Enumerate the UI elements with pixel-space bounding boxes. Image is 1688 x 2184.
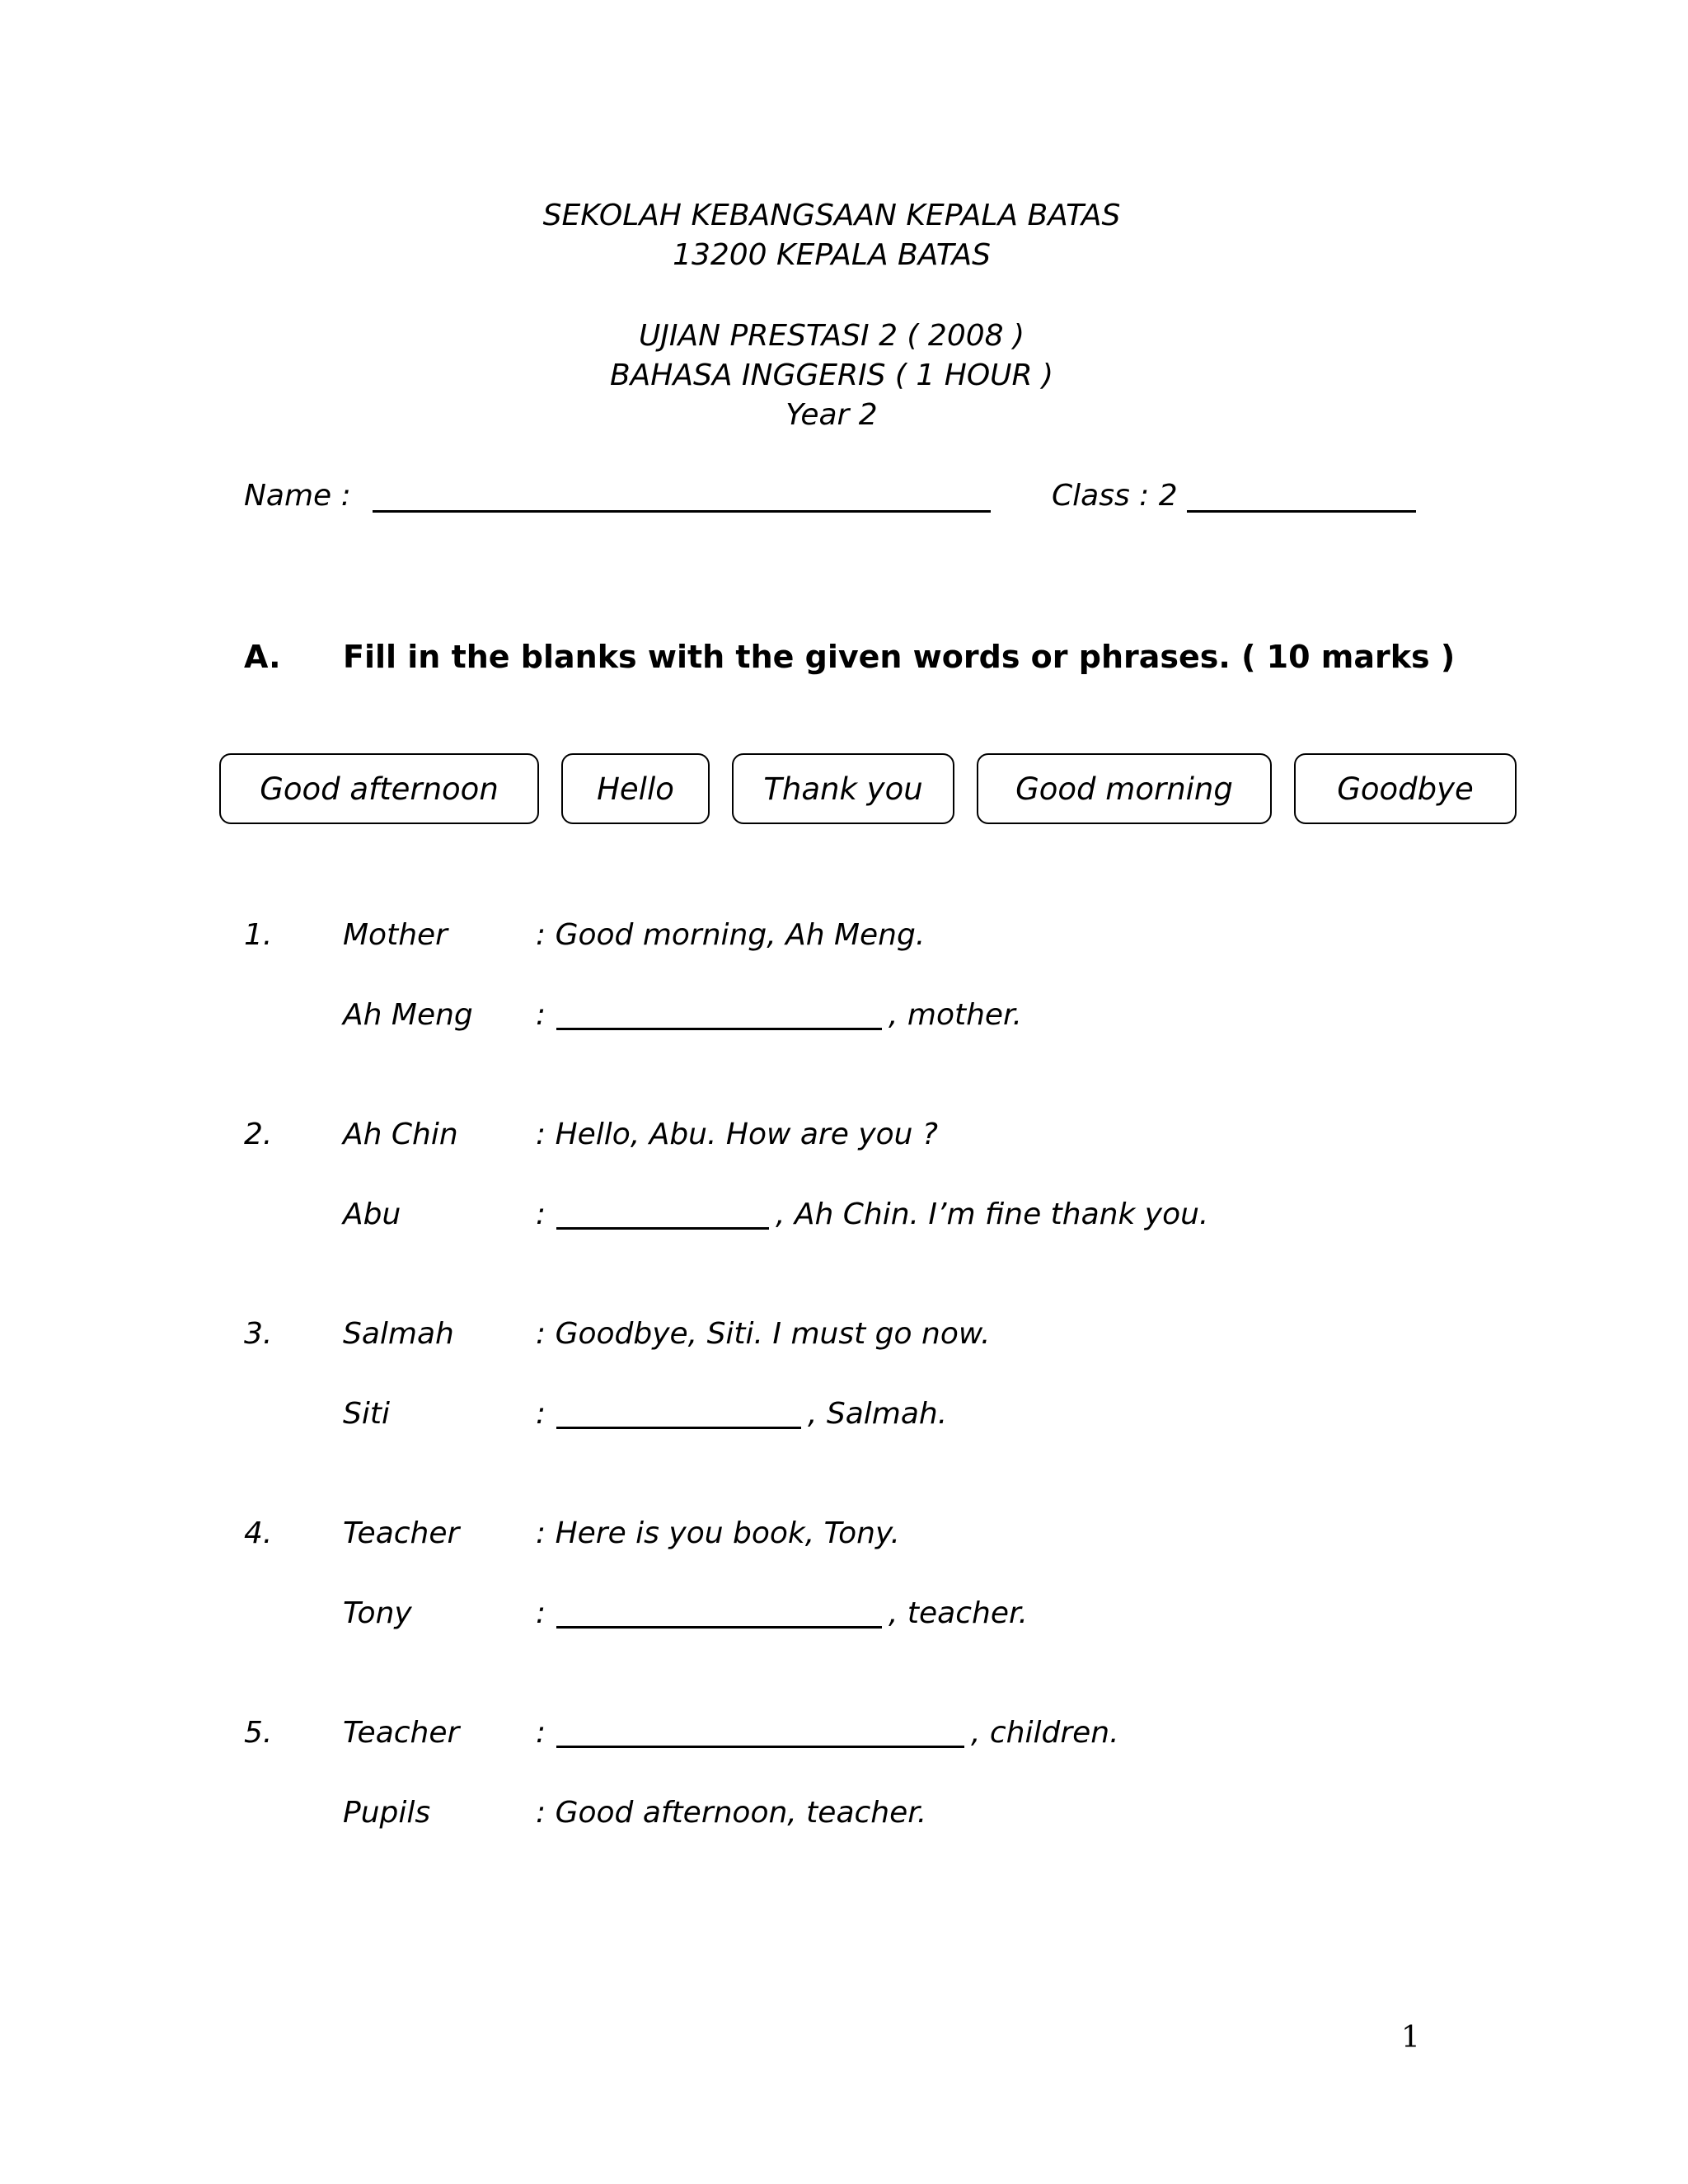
speaker: Siti — [343, 1397, 390, 1431]
exam-subject: BAHASA INGGERIS ( 1 HOUR ) — [609, 359, 1054, 392]
speaker: Teacher — [343, 1716, 460, 1750]
dialogue-text: : Goodbye, Siti. I must go now. — [536, 1317, 991, 1351]
answer-blank[interactable] — [556, 1227, 769, 1230]
class-label: Class : 2 — [1052, 479, 1178, 513]
school-name: SEKOLAH KEBANGSAAN KEPALA BATAS — [542, 199, 1121, 232]
page-number: 1 — [1401, 2021, 1420, 2055]
section-instruction: Fill in the blanks with the given words or phrases. ( 10 marks ) — [343, 639, 1456, 675]
exam-year: Year 2 — [785, 398, 878, 432]
dialogue-text: : Good morning, Ah Meng. — [536, 918, 926, 952]
word-box: Good afternoon — [219, 753, 539, 824]
dialogue-suffix: , Ah Chin. I’m fine thank you. — [776, 1197, 1209, 1231]
dialogue-suffix: , teacher. — [889, 1596, 1028, 1630]
name-field[interactable] — [373, 510, 991, 513]
dialogue-text: : Here is you book, Tony. — [536, 1516, 900, 1550]
question-number: 5. — [244, 1716, 273, 1750]
school-address: 13200 KEPALA BATAS — [673, 238, 991, 272]
speaker: Ah Chin — [343, 1118, 458, 1151]
word-box: Thank you — [732, 753, 954, 824]
word-box: Hello — [561, 753, 710, 824]
dialogue-colon: : — [536, 1716, 546, 1750]
answer-blank[interactable] — [556, 1028, 882, 1030]
speaker: Pupils — [343, 1796, 431, 1830]
word-box: Goodbye — [1294, 753, 1517, 824]
speaker: Mother — [343, 918, 448, 952]
dialogue-colon: : — [536, 1596, 546, 1630]
speaker: Salmah — [343, 1317, 454, 1351]
speaker: Abu — [343, 1197, 401, 1231]
class-field[interactable] — [1187, 510, 1416, 513]
question-number: 1. — [244, 918, 273, 952]
dialogue-colon: : — [536, 1197, 546, 1231]
speaker: Teacher — [343, 1516, 460, 1550]
dialogue-suffix: , children. — [971, 1716, 1119, 1750]
dialogue-colon: : — [536, 998, 546, 1032]
speaker: Tony — [343, 1596, 412, 1630]
exam-title: UJIAN PRESTASI 2 ( 2008 ) — [638, 319, 1025, 353]
dialogue-suffix: , mother. — [889, 998, 1022, 1032]
answer-blank[interactable] — [556, 1427, 801, 1429]
answer-blank[interactable] — [556, 1746, 964, 1748]
dialogue-colon: : — [536, 1397, 546, 1431]
answer-blank[interactable] — [556, 1626, 882, 1629]
dialogue-suffix: , Salmah. — [808, 1397, 948, 1431]
section-letter: A. — [244, 639, 281, 675]
question-number: 3. — [244, 1317, 273, 1351]
dialogue-text: : Hello, Abu. How are you ? — [536, 1118, 939, 1151]
question-number: 2. — [244, 1118, 273, 1151]
question-number: 4. — [244, 1516, 273, 1550]
dialogue-text: : Good afternoon, teacher. — [536, 1796, 927, 1830]
speaker: Ah Meng — [343, 998, 473, 1032]
name-label: Name : — [244, 479, 351, 513]
word-box: Good morning — [977, 753, 1272, 824]
